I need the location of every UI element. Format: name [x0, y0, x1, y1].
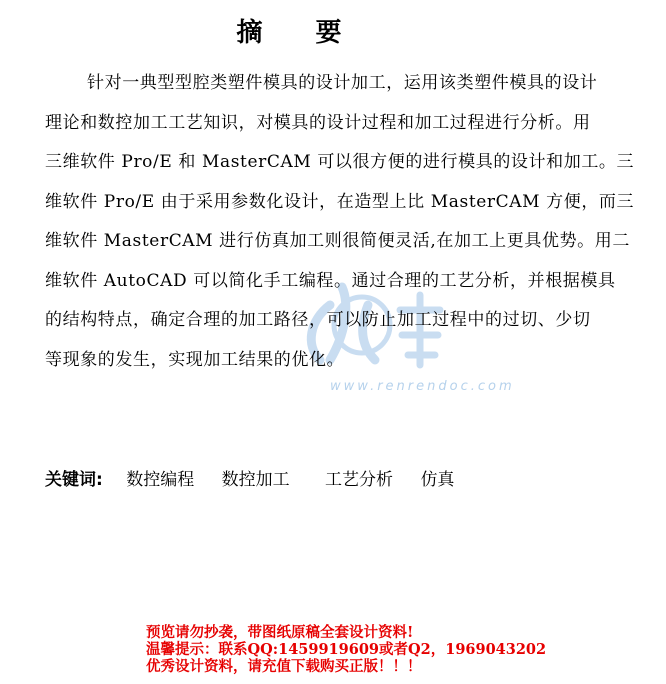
abstract-line: 维软件 Pro/E 由于采用参数化设计，在造型上比 MasterCAM 方便，而三 — [45, 191, 635, 212]
abstract-line: 等现象的发生，实现加工结果的优化。 — [45, 349, 345, 370]
keyword: 数控加工 — [221, 470, 290, 490]
notice-line: 优秀设计资料，请充值下载购买正版！！！ — [146, 658, 422, 675]
keyword: 仿真 — [420, 470, 455, 490]
keywords-label: 关键词: — [45, 470, 103, 490]
notice-line: 温馨提示：联系QQ:1459919609或者Q2，1969043202 — [146, 641, 547, 658]
keywords-row — [45, 465, 476, 490]
download-notice — [146, 624, 546, 675]
keyword: 数控编程 — [126, 470, 195, 490]
abstract-line: 理论和数控加工工艺知识，对模具的设计过程和加工过程进行分析。用 — [45, 112, 591, 133]
abstract-line: 的结构特点，确定合理的加工路径，可以防止加工过程中的过切、少切 — [45, 310, 591, 330]
abstract-line: 维软件 AutoCAD 可以简化手工编程。通过合理的工艺分析，并根据模具 — [45, 270, 616, 291]
abstract-line: 三维软件 Pro/E 和 MasterCAM 可以很方便的进行模具的设计和加工。三 — [45, 152, 635, 172]
keyword: 工艺分析 — [325, 470, 394, 490]
abstract-paragraph — [45, 64, 637, 380]
abstract-line: 针对一典型型腔类塑件模具的设计加工，运用该类塑件模具的设计 — [87, 73, 598, 93]
watermark-domain: www.renrendoc.com — [330, 379, 515, 394]
notice-line: 预览请勿抄袭，带图纸原稿全套设计资料! — [146, 624, 414, 641]
abstract-line: 维软件 MasterCAM 进行仿真加工则很简便灵活,在加工上更具优势。用二 — [45, 231, 630, 251]
page-title: 摘 要 — [236, 18, 364, 48]
